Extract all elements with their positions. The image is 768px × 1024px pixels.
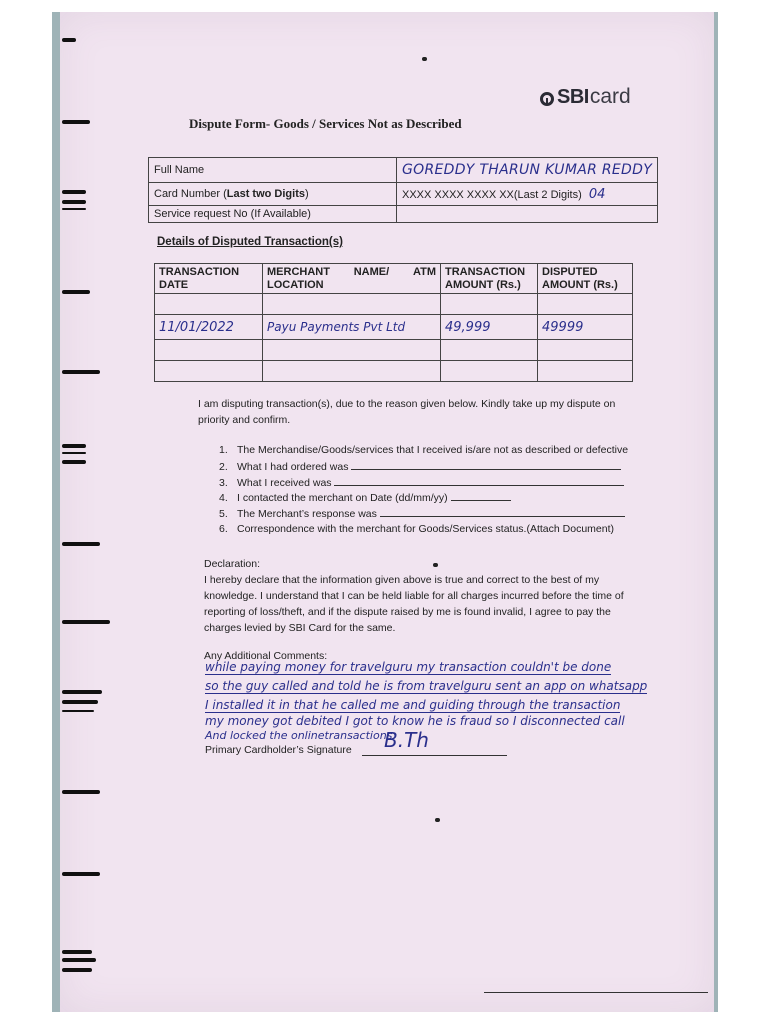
- form-title: Dispute Form- Goods / Services Not as Described: [189, 116, 462, 131]
- reason-item: 6. Correspondence with the merchant for Goods/Services status.(Attach Document): [219, 522, 615, 535]
- txn-merchant-cell[interactable]: [263, 361, 441, 382]
- binding-mark: [62, 968, 92, 972]
- header-merchant: MERCHANT NAME/ ATM LOCATION: [263, 264, 441, 294]
- txn-disputed-cell[interactable]: [538, 340, 633, 361]
- txn-date-cell[interactable]: [155, 361, 263, 382]
- binding-mark: [62, 452, 86, 454]
- signature-label: Primary Cardholder’s Signature: [205, 744, 352, 756]
- txn-merchant-cell[interactable]: [263, 340, 441, 361]
- txn-date-cell[interactable]: [155, 294, 263, 315]
- comment-line[interactable]: while paying money for travelguru my transaction couldn't be done: [205, 660, 612, 674]
- reason-item: 5. The Merchant’s response was: [219, 506, 628, 522]
- card-number-mask: XXXX XXXX XXXX XX(Last 2 Digits): [402, 188, 582, 201]
- binding-mark: [62, 620, 110, 624]
- contact-date-blank[interactable]: [451, 490, 511, 501]
- reason-list: [219, 443, 628, 538]
- declaration: [204, 556, 624, 636]
- cardholder-signature: B.Th: [384, 728, 429, 752]
- txn-row: [155, 361, 633, 382]
- txn-merchant-cell[interactable]: [263, 294, 441, 315]
- customer-info-table: [148, 157, 658, 223]
- reason-item: 3. What I received was: [219, 475, 628, 491]
- binding-mark: [62, 444, 86, 448]
- txn-amount-cell[interactable]: [441, 361, 538, 382]
- comment-line[interactable]: my money got debited I got to know he is fraud so I disconnected call: [205, 714, 625, 728]
- paper-speck: [422, 57, 427, 61]
- signature-line[interactable]: [362, 755, 507, 756]
- txn-amount-cell[interactable]: 49,999: [441, 315, 538, 340]
- full-name-value: GOREDDY THARUN KUMAR REDDY: [402, 162, 653, 178]
- binding-mark: [62, 190, 86, 194]
- binding-mark: [62, 290, 90, 294]
- reason-item: 1. The Merchandise/Goods/services that I received is/are not as described or defective: [219, 444, 629, 456]
- binding-mark: [62, 370, 100, 374]
- txn-row: [155, 315, 633, 340]
- txn-header-row: [155, 264, 633, 294]
- full-name-row: [149, 158, 658, 183]
- full-name-label: Full Name: [149, 158, 397, 183]
- reason-item: 4. I contacted the merchant on Date (dd/mm/yy): [219, 490, 628, 506]
- bottom-line: [484, 992, 708, 993]
- card-number-label: Card Number (Last two Digits): [149, 183, 397, 206]
- txn-disputed-cell[interactable]: [538, 294, 633, 315]
- comments-label: Any Additional Comments:: [204, 650, 328, 662]
- received-blank[interactable]: [334, 475, 624, 486]
- txn-date-cell[interactable]: [155, 340, 263, 361]
- binding-mark: [62, 700, 98, 704]
- service-request-row: [149, 206, 658, 223]
- sbi-card-logo: [540, 84, 631, 110]
- binding-mark: [62, 872, 100, 876]
- declaration-text: I hereby declare that the information given above is true and correct to the best of my knowledge. I understand that I can be held liable for all charges incurred before the time of reporting of loss/theft, and if the dispute raised by me is found invalid, I agree to pay the charges levied by SBI Card for the same.: [204, 574, 624, 634]
- binding-mark: [62, 710, 94, 712]
- comment-line[interactable]: And locked the onlinetransactions.: [205, 729, 396, 742]
- service-request-label: Service request No (If Available): [149, 206, 397, 223]
- txn-merchant-cell[interactable]: Payu Payments Pvt Ltd: [263, 315, 441, 340]
- txn-date-cell[interactable]: 11/01/2022: [155, 315, 263, 340]
- card-number-row: [149, 183, 658, 206]
- card-last-digits: 04: [588, 186, 606, 202]
- txn-disputed-cell[interactable]: 49999: [538, 315, 633, 340]
- declaration-title: Declaration:: [204, 558, 261, 570]
- header-disputed-amount: DISPUTED AMOUNT (Rs.): [538, 264, 633, 294]
- logo-sbi-text: SBI: [557, 85, 589, 108]
- txn-disputed-cell[interactable]: [538, 361, 633, 382]
- binding-mark: [62, 460, 86, 464]
- dispute-intro: I am disputing transaction(s), due to the reason given below. Kindly take up my dispute on priority and confirm.: [198, 398, 616, 426]
- binding-mark: [62, 208, 86, 210]
- binding-mark: [62, 690, 102, 694]
- ordered-blank[interactable]: [351, 459, 621, 470]
- txn-row: [155, 340, 633, 361]
- txn-row: [155, 294, 633, 315]
- section-title: Details of Disputed Transaction(s): [157, 236, 343, 248]
- binding-mark: [62, 790, 100, 794]
- sbi-logo-icon: [540, 92, 554, 106]
- binding-mark: [62, 38, 76, 42]
- paper-speck: [435, 818, 440, 822]
- merchant-response-blank[interactable]: [380, 506, 625, 517]
- full-name-field[interactable]: [397, 158, 658, 183]
- service-request-field[interactable]: [397, 206, 658, 223]
- binding-mark: [62, 200, 86, 204]
- comment-line[interactable]: so the guy called and told he is from travelguru sent an app on whatsapp: [205, 679, 648, 693]
- comment-line[interactable]: I installed it in that he called me and guiding through the transaction: [205, 698, 621, 712]
- binding-mark: [62, 958, 96, 962]
- txn-amount-cell[interactable]: [441, 294, 538, 315]
- reason-item: 2. What I had ordered was: [219, 459, 628, 475]
- binding-mark: [62, 120, 90, 124]
- card-number-field[interactable]: [397, 183, 658, 206]
- header-transaction-date: TRANSACTION DATE: [155, 264, 263, 294]
- header-transaction-amount: TRANSACTION AMOUNT (Rs.): [441, 264, 538, 294]
- binding-mark: [62, 542, 100, 546]
- logo-card-text: card: [589, 85, 631, 108]
- txn-amount-cell[interactable]: [441, 340, 538, 361]
- disputed-transactions-table: [154, 263, 633, 382]
- binding-mark: [62, 950, 92, 954]
